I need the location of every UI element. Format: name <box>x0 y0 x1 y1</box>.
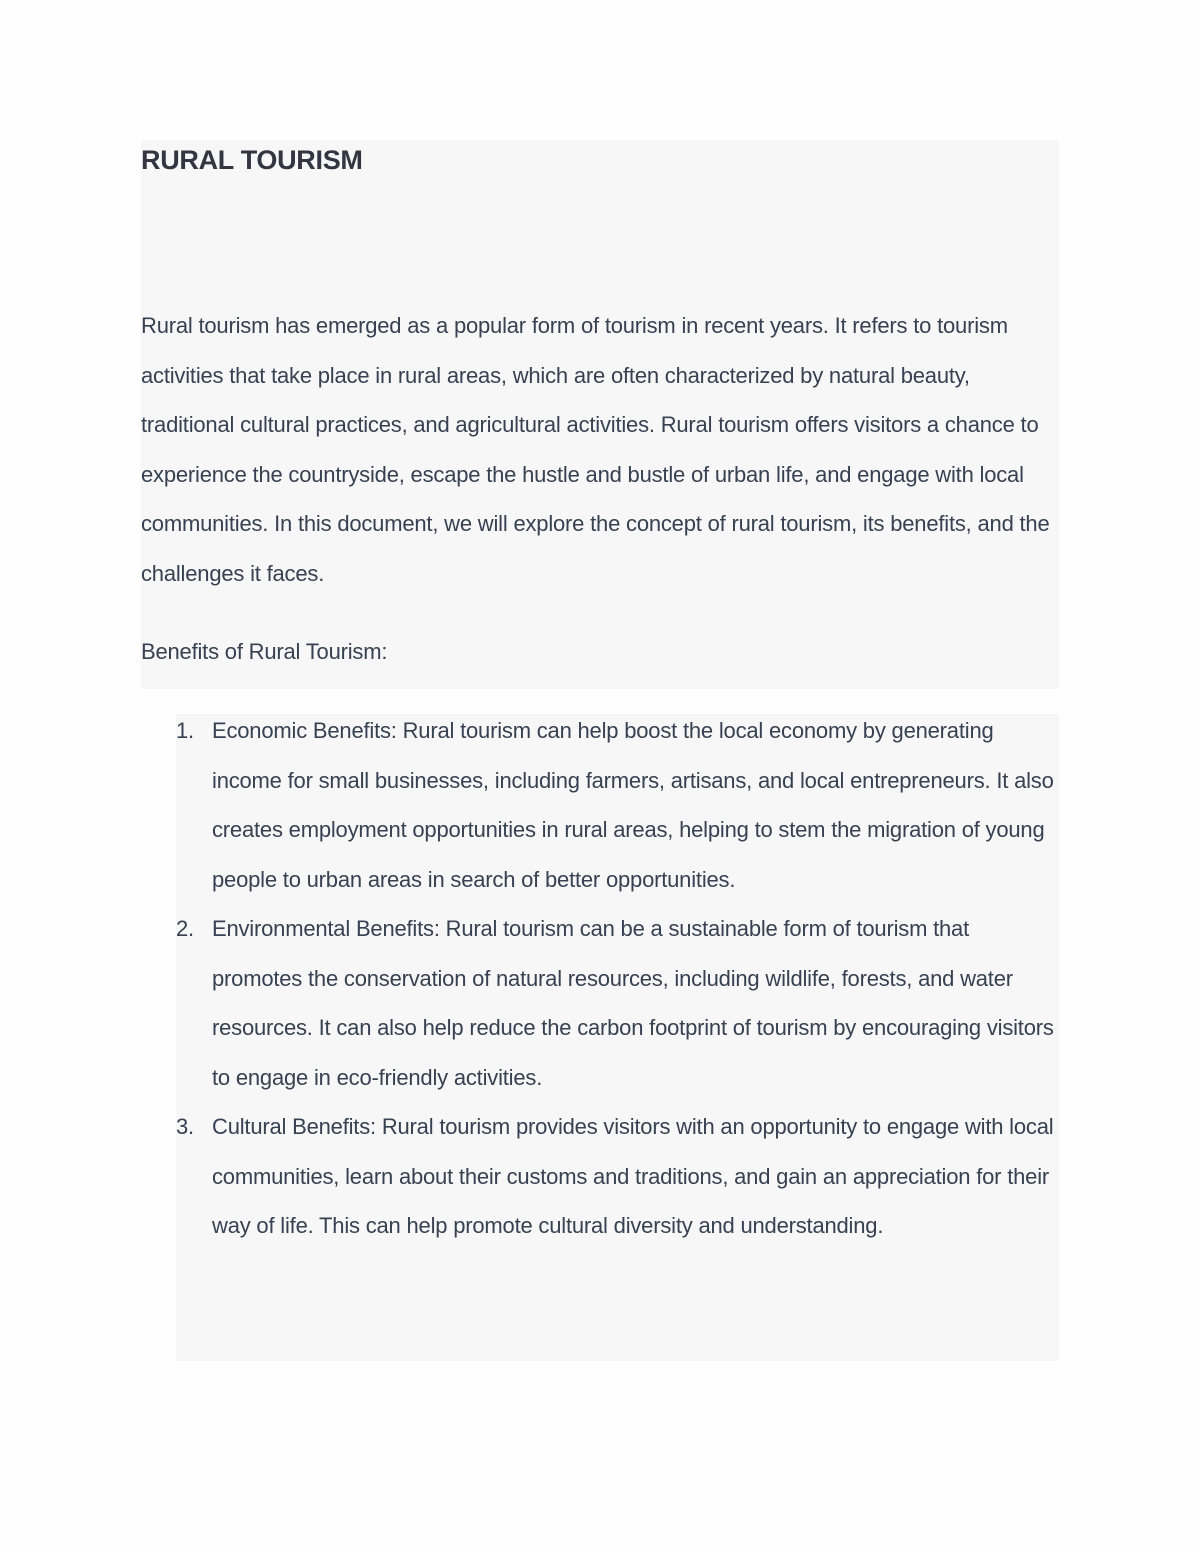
list-item <box>176 706 1056 904</box>
list-item-number: 1. <box>176 718 194 743</box>
document-title: RURAL TOURISM <box>141 145 363 175</box>
list-item <box>176 1102 1056 1251</box>
list-item-text: Environmental Benefits: Rural tourism can be a sustainable form of tourism that promotes the conservation of natural resources, including wildlife, forests, and water resources. It can also help reduce the carbon footprint of tourism by encouraging visitors to engage in eco-friendly activities. <box>212 916 1054 1090</box>
list-item-text: Cultural Benefits: Rural tourism provides visitors with an opportunity to engage with local communities, learn about their customs and traditions, and gain an appreciation for their way of life. This can help promote cultural diversity and understanding. <box>212 1114 1054 1238</box>
list-item-text: Economic Benefits: Rural tourism can help boost the local economy by generating income for small businesses, including farmers, artisans, and local entrepreneurs. It also creates employment opportunities in rural areas, helping to stem the migration of young people to urban areas in search of better opportunities. <box>212 718 1054 892</box>
benefits-heading: Benefits of Rural Tourism: <box>141 639 388 664</box>
list-item-number: 3. <box>176 1114 194 1139</box>
list-item-number: 2. <box>176 916 194 941</box>
intro-paragraph: Rural tourism has emerged as a popular form of tourism in recent years. It refers to tourism activities that take place in rural areas, which are often characterized by natural beauty, traditional cultural practices, and agricultural activities. Rural tourism offers visitors a chance to experience the countryside, escape the hustle and bustle of urban life, and engage with local communities. In this document, we will explore the concept of rural tourism, its benefits, and the challenges it faces. <box>141 313 1050 586</box>
list-item <box>176 904 1056 1102</box>
benefits-list <box>176 706 1056 1251</box>
